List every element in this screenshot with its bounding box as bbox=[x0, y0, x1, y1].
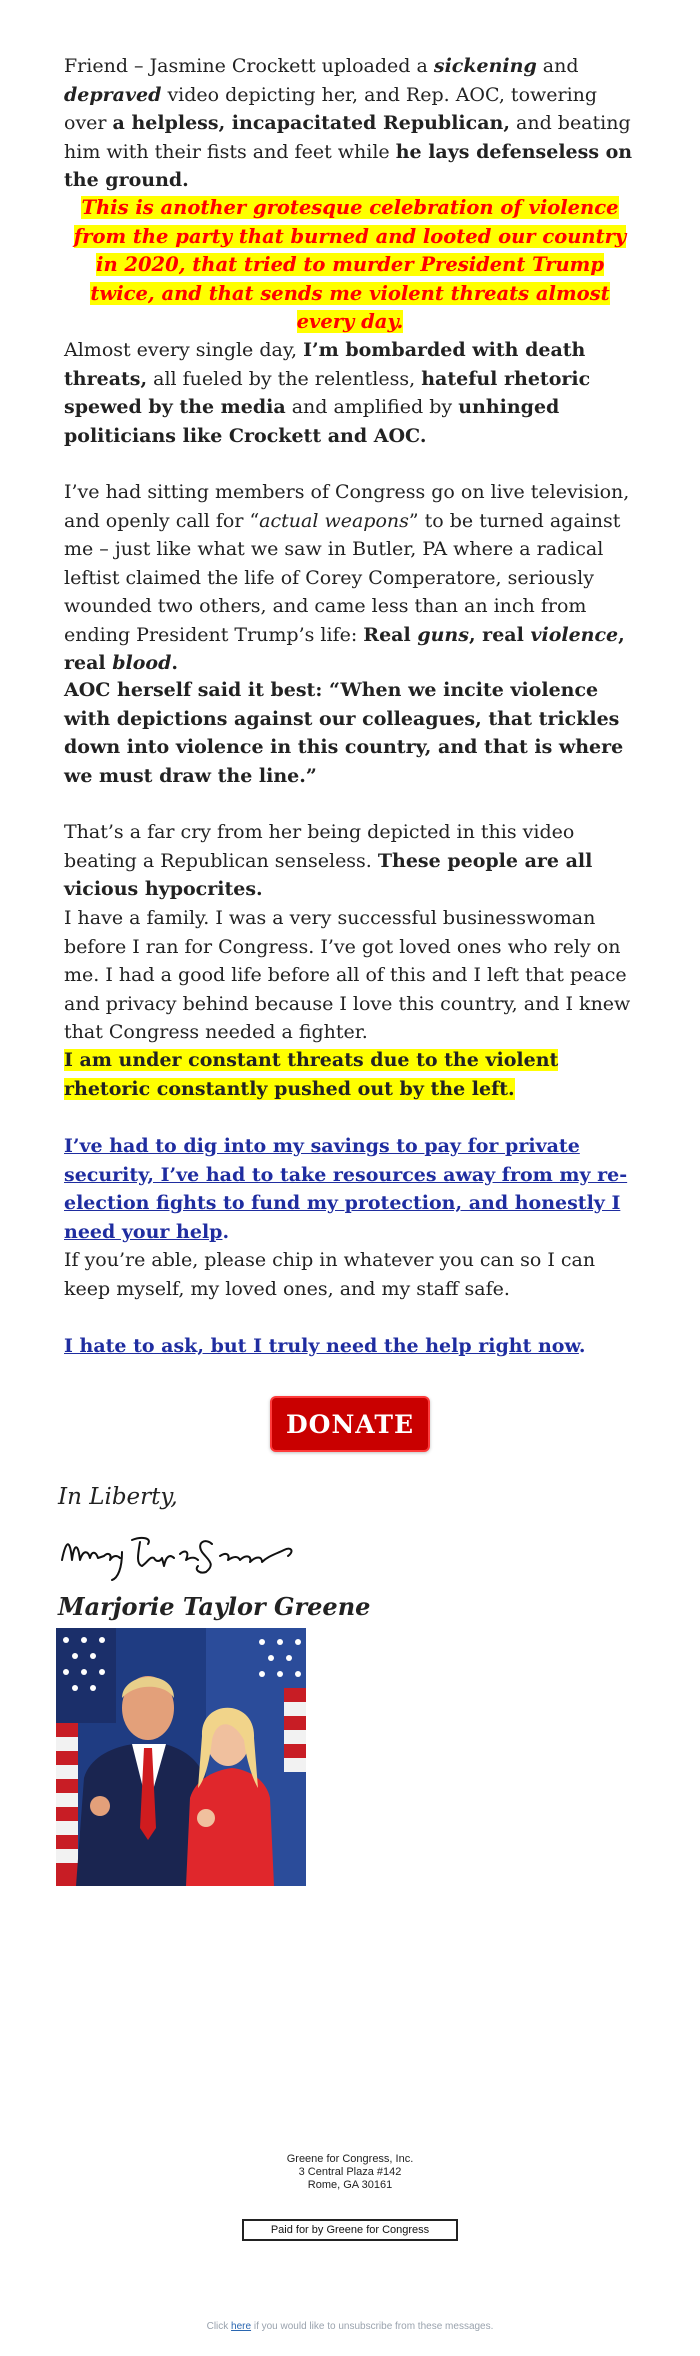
help-now-link[interactable]: I hate to ask, but I truly need the help right now bbox=[64, 1335, 579, 1357]
donate-button[interactable]: DONATE bbox=[270, 1396, 430, 1452]
paragraph-8: I’ve had to dig into my savings to pay for private security, I’ve had to take resources away from my re-election fights to fund my protection, and honestly I need your help. bbox=[64, 1135, 628, 1243]
signature-image bbox=[56, 1520, 316, 1584]
footer-org: Greene for Congress, Inc. bbox=[286, 2153, 414, 2165]
photo-image bbox=[56, 1628, 306, 1886]
paragraph-4: AOC herself said it best: “When we incite violence with depictions against our colleagues, that trickles down into violence in this country, and that is where we must draw the line.” bbox=[64, 679, 624, 787]
paragraph-6: I have a family. I was a very successful businesswoman before I ran for Congress. I’ve got loved ones who rely on me. I had a good life before all of this and I left that peace and privacy behind because I love this country, and I knew that Congress needed a fighter. bbox=[64, 907, 631, 1043]
unsubscribe-line: Click here if you would like to unsubscribe from these messages. bbox=[206, 2321, 494, 2332]
highlighted-callout: This is another grotesque celebration of violence from the party that burned and looted our country in 2020, that tried to murder President Trump twice, and that sends me violent threats almost every day. bbox=[73, 196, 627, 333]
signature-text: Marjorie Taylor Greene bbox=[56, 1520, 68, 1521]
paragraph-5: That’s a far cry from her being depicted in this video beating a Republican senseless. These people are all vicious hypocrites. bbox=[64, 821, 593, 900]
paragraph-7: I am under constant threats due to the violent rhetoric constantly pushed out by the left. bbox=[64, 1049, 559, 1100]
unsubscribe-link[interactable]: here bbox=[231, 2321, 252, 2332]
signature bbox=[56, 1520, 316, 1588]
footer-address-2: Rome, GA 30161 bbox=[307, 2179, 393, 2191]
paragraph-10: I hate to ask, but I truly need the help right now. bbox=[64, 1335, 586, 1357]
signer-name: Marjorie Taylor Greene bbox=[58, 1592, 371, 1621]
donation-appeal-link[interactable]: I’ve had to dig into my savings to pay for private security, I’ve had to take resources away from my re-election fights to fund my protection, and honestly I need your help bbox=[64, 1135, 628, 1243]
paid-for-disclaimer: Paid for by Greene for Congress bbox=[242, 2219, 458, 2241]
footer-address-1: 3 Central Plaza #142 bbox=[298, 2166, 402, 2178]
paragraph-9: If you’re able, please chip in whatever you can so I can keep myself, my loved ones, and my staff safe. bbox=[64, 1249, 596, 1300]
photo bbox=[56, 1628, 306, 1886]
paragraph-3: I’ve had sitting members of Congress go on live television, and openly call for “actual weapons” to be turned against me – just like what we saw in Butler, PA where a radical leftist claimed the life of Corey Comperatore, seriously wounded two others, and came less than an inch from ending President Trump’s life: Real guns, real violence, real blood. bbox=[64, 481, 630, 674]
paragraph-1: Friend – Jasmine Crockett uploaded a sickening and depraved video depicting her, and Rep. AOC, towering over a helpless, incapacitated Republican, and beating him with their fists and feet while he lays defenseless on the ground. bbox=[64, 55, 633, 191]
paragraph-2: Almost every single day, I’m bombarded with death threats, all fueled by the relentless, hateful rhetoric spewed by the media and amplified by unhinged politicians like Crockett and AOC. bbox=[64, 339, 591, 447]
closing-line: In Liberty, bbox=[58, 1484, 178, 1510]
